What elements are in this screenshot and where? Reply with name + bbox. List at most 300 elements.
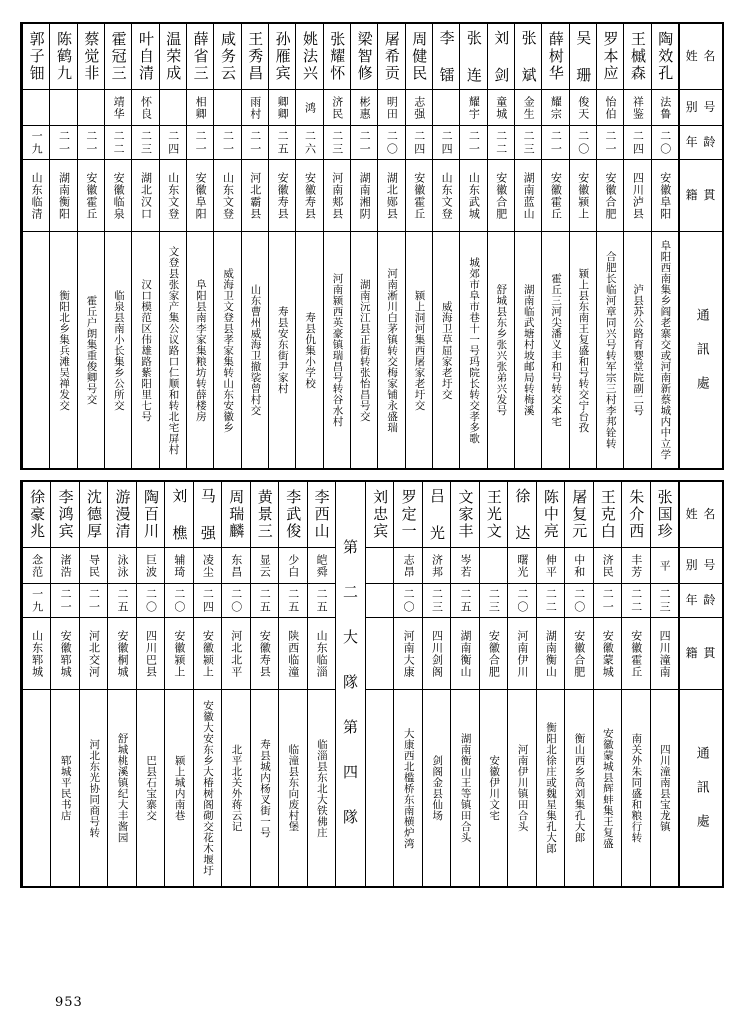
cell-age-text: 二三 [330,129,344,156]
roster-column [365,482,393,886]
cell-native-place [308,618,335,690]
cell-native-place-text: 湖北汉口 [139,171,153,220]
cell-age [222,584,249,618]
cell-native-place-text: 安徽桐城 [115,629,129,678]
cell-alias-text: 相卿 [194,95,208,120]
cell-age-text: 二一 [467,129,481,156]
cell-age-text: 二三 [139,129,153,156]
roster-column [541,24,568,468]
cell-native-place-text: 安徽颍上 [576,171,590,220]
cell-address-text: 南关外朱同盛和粮行转 [630,733,643,843]
cell-native-place-text: 山东文登 [440,171,454,220]
cell-name [80,482,107,548]
cell-age [132,126,158,160]
cell-name [433,24,459,90]
cell-age-text: 二三 [658,587,672,614]
cell-alias-text: 辅琦 [172,553,186,578]
cell-native-place-text: 湖南衡山 [458,629,472,678]
cell-alias-text: 济民 [330,95,344,120]
header-name-text: 姓 名 [685,507,717,521]
cell-native-place [251,618,278,690]
cell-address-text: 湖南衡山王等镇田合头 [459,733,472,843]
cell-alias-text: 金生 [522,95,536,120]
cell-name [78,24,104,90]
cell-name [570,24,596,90]
cell-alias [597,90,623,126]
cell-alias [269,90,295,126]
cell-alias-text: 显云 [258,553,272,578]
cell-native-place-text: 湖南衡山 [544,629,558,678]
cell-age-text: 二一 [194,129,208,156]
cell-age-text: 二二 [629,587,643,614]
cell-age [652,126,678,160]
roster-column [479,482,507,886]
cell-address [565,690,592,886]
cell-address [194,690,221,886]
cell-alias [351,90,377,126]
cell-address [542,232,568,468]
cell-alias [570,90,596,126]
cell-address [324,232,350,468]
cell-age [597,126,623,160]
roster-column [405,24,432,468]
cell-native-place [366,618,393,690]
cell-alias-text: 少白 [286,553,300,578]
cell-name [269,24,295,90]
cell-age-text: 二一 [87,587,101,614]
cell-native-place [51,618,78,690]
cell-name [137,482,164,548]
cell-age-text: 二〇 [572,587,586,614]
roster-column [22,24,49,468]
cell-name [565,482,592,548]
cell-address-text: 寿县城内杨叉街一号 [258,738,271,838]
cell-native-place [279,618,306,690]
cell-name-text: 周健民 [410,31,429,82]
cell-native-place [50,160,76,232]
cell-native-place-text: 安徽霍丘 [629,629,643,678]
cell-alias-text: 彬惠 [358,95,372,120]
cell-alias-text: 东昌 [229,553,243,578]
cell-age-text: 二〇 [385,129,399,156]
cell-name-text: 黄景三 [255,489,274,540]
header-native-place [680,618,722,690]
cell-native-place [460,160,486,232]
cell-alias-text: 志昂 [402,553,416,578]
header-native-place-text: 籍 貫 [685,188,717,202]
cell-address [460,232,486,468]
cell-age [105,126,131,160]
cell-alias-text: 明田 [385,95,399,120]
cell-native-place-text: 陕西临潼 [286,629,300,678]
roster-column [514,24,541,468]
cell-address-text: 城郊市阜市巷十一号玛院长转交孝多歌 [468,256,481,444]
cell-name-text: 王秀昌 [246,31,265,82]
cell-alias-text: 济邦 [430,553,444,578]
cell-name [480,482,507,548]
cell-address [433,232,459,468]
section-title [335,482,365,886]
cell-native-place-text: 安徽颍上 [201,629,215,678]
cell-address [242,232,268,468]
roster-column [241,24,268,468]
cell-age [194,584,221,618]
cell-native-place [378,160,404,232]
cell-address-text: 颍上县东南王复盛和号转交宁台孜 [577,267,590,433]
cell-alias [187,90,213,126]
cell-age-text: 二一 [57,129,71,156]
cell-native-place-text: 山东武城 [467,171,481,220]
cell-address [423,690,450,886]
cell-alias [105,90,131,126]
cell-alias [137,548,164,584]
cell-alias [460,90,486,126]
cell-name [651,482,678,548]
cell-alias-text: 导民 [87,553,101,578]
cell-name [51,482,78,548]
cell-age [537,584,564,618]
cell-alias-text: 中和 [572,553,586,578]
cell-alias [394,548,421,584]
cell-name [279,482,306,548]
cell-address-text [35,346,37,354]
cell-age [622,584,649,618]
cell-native-place [269,160,295,232]
cell-native-place-text: 安徽霍丘 [412,171,426,220]
cell-address [597,232,623,468]
cell-alias [242,90,268,126]
cell-name-text: 张 连 [464,29,483,84]
cell-age [50,126,76,160]
cell-native-place [652,160,678,232]
cell-native-place [23,160,49,232]
cell-age [394,584,421,618]
cell-native-place [480,618,507,690]
roster-column [393,482,421,886]
cell-address-text: 汉口模范区伟雄路紫阳里七号 [140,278,153,422]
cell-address [378,232,404,468]
cell-name-text: 薛省三 [191,31,210,82]
roster-column [569,24,596,468]
roster-column [104,24,131,468]
cell-alias-text: 凌尘 [201,553,215,578]
cell-alias [251,548,278,584]
cell-age [214,126,240,160]
roster-column [107,482,135,886]
header-age-text: 年 龄 [685,593,717,607]
cell-age [570,126,596,160]
cell-age-text: 二一 [549,129,563,156]
roster-column [507,482,535,886]
cell-address-text: 河南伊川镇田合头 [516,744,529,832]
cell-name-text: 游漫清 [113,489,132,540]
cell-address-text: 河北东光协同商号转 [88,738,101,838]
cell-age [542,126,568,160]
cell-address-text [36,784,38,792]
cell-age [187,126,213,160]
cell-age [108,584,135,618]
cell-name [351,24,377,90]
roster-column [186,24,213,468]
cell-name [222,482,249,548]
cell-native-place [324,160,350,232]
cell-age [296,126,322,160]
cell-name [378,24,404,90]
cell-address-text: 阜阳西南集乡阎老寨交或河南新蔡城内中立学 [659,240,672,460]
cell-native-place [651,618,678,690]
cell-native-place-text: 安徽霍丘 [549,171,563,220]
cell-alias [132,90,158,126]
roster-column [564,482,592,886]
cell-native-place [194,618,221,690]
cell-alias [78,90,104,126]
cell-address [23,690,50,886]
header-alias-text: 别 号 [685,558,717,572]
cell-name [214,24,240,90]
cell-age-text: 二二 [112,129,126,156]
cell-age [23,126,49,160]
cell-name [242,24,268,90]
cell-address [508,690,535,886]
cell-name [296,24,322,90]
cell-alias-text: 法鲁 [658,95,672,120]
cell-address [394,690,421,886]
cell-address-text: 舒城县东乡张兴张弟兴发号 [495,284,508,416]
cell-native-place [570,160,596,232]
cell-alias [515,90,541,126]
cell-address-text: 大康西北槛桥东南横炉湾 [402,727,415,849]
cell-native-place-text: 山东临淄 [315,629,329,678]
cell-alias [296,90,322,126]
cell-address-text: 颍上洞河集西屠家老圩交 [413,289,426,411]
cell-native-place [105,160,131,232]
header-name [680,482,722,548]
cell-native-place-text: 河北霸县 [248,171,262,220]
cell-native-place-text: 安徽合肥 [572,629,586,678]
cell-address [78,232,104,468]
cell-native-place-text: 安徽合肥 [487,629,501,678]
cell-name [187,24,213,90]
roster-grid-bottom [22,482,722,886]
cell-alias [451,548,478,584]
cell-age [251,584,278,618]
cell-age [423,584,450,618]
cell-native-place [622,618,649,690]
cell-age-text: 二二 [494,129,508,156]
cell-alias [23,548,50,584]
cell-age-text: 二四 [201,587,215,614]
roster-column [651,24,678,468]
cell-native-place-text: 山东文登 [166,171,180,220]
cell-alias-text: 鸿 [303,101,317,114]
cell-age [324,126,350,160]
cell-age [160,126,186,160]
cell-alias [652,90,678,126]
roster-column [164,482,192,886]
roster-column [295,24,322,468]
cell-address-text: 湖南沅江县正街转张怡昌号交 [358,278,371,422]
cell-name-text: 刘 樵 [170,487,189,542]
cell-address-text: 威海卫文登县孝家集转山东安徽乡 [222,267,235,433]
cell-name-text: 梁智修 [355,31,374,82]
cell-address-text: 寿县仇集小学校 [304,311,317,389]
cell-alias [406,90,432,126]
cell-age-text: 二三 [430,587,444,614]
cell-address-text: 河南淅川白茅镇转交梅家铺永盛瑞 [386,267,399,433]
cell-address [108,690,135,886]
cell-alias-text: 怡伯 [604,95,618,120]
cell-native-place [565,618,592,690]
cell-age [137,584,164,618]
cell-address-text: 河南颍西英豪镇瑞昌号转谷水村 [331,273,344,427]
cell-alias [651,548,678,584]
cell-age [565,584,592,618]
cell-address [132,232,158,468]
cell-native-place [137,618,164,690]
roster-column [278,482,306,886]
cell-native-place-text: 四川剑阁 [430,629,444,678]
cell-alias [308,548,335,584]
cell-name [406,24,432,90]
cell-alias-text: 雨村 [248,95,262,120]
cell-native-place-text: 湖南衡阳 [57,171,71,220]
cell-name [488,24,514,90]
cell-address-text: 衡山西乡高刘集孔大郎 [573,733,586,843]
cell-native-place [108,618,135,690]
roster-column [131,24,158,468]
cell-age [80,584,107,618]
cell-address-text: 山东曹州威海卫撤裟曾村交 [249,284,262,416]
cell-address-text: 安徽伊川文宅 [488,755,501,821]
cell-age-text: 二五 [315,587,329,614]
cell-address-text: 湖南临武塘村坡邮局转梅溪 [522,284,535,416]
roster-column [536,482,564,886]
cell-native-place [451,618,478,690]
cell-address [160,232,186,468]
cell-alias [508,548,535,584]
cell-native-place [132,160,158,232]
cell-age [269,126,295,160]
cell-native-place-text: 湖南蓝山 [522,171,536,220]
cell-age-text: 二二 [544,587,558,614]
roster-column [623,24,650,468]
roster-column [650,482,678,886]
cell-address-text [379,784,381,792]
cell-address-text: 四川潼南县宝龙镇 [658,744,671,832]
cell-address [214,232,240,468]
roster-column [422,482,450,886]
cell-address [269,232,295,468]
cell-address-text: 安徽蒙城县辉蚌集王复盛 [601,727,614,849]
cell-alias [222,548,249,584]
cell-native-place-text: 河北交河 [87,629,101,678]
cell-age [308,584,335,618]
cell-name-text: 王克白 [598,489,617,540]
cell-name-text: 姚法兴 [300,31,319,82]
header-address [680,232,722,468]
cell-native-place [222,618,249,690]
cell-address [251,690,278,886]
cell-alias [624,90,650,126]
header-address-text: 通 訊 處 [693,746,709,830]
cell-name-text: 沈德厚 [85,489,104,540]
cell-name [515,24,541,90]
cell-alias-text: 伸平 [544,553,558,578]
cell-native-place [78,160,104,232]
cell-address [652,232,678,468]
roster-column [487,24,514,468]
cell-address [137,690,164,886]
cell-native-place [394,618,421,690]
cell-native-place-text: 安徽阜阳 [658,171,672,220]
cell-alias-text: 祥鉴 [631,95,645,120]
roster-column [213,24,240,468]
cell-alias [51,548,78,584]
header-alias [680,90,722,126]
cell-address [165,690,192,886]
cell-name-text: 陶百川 [141,489,160,540]
cell-name [308,482,335,548]
cell-age [242,126,268,160]
cell-name [622,482,649,548]
cell-native-place [594,618,621,690]
cell-address-text: 剑阁金县仙场 [431,755,444,821]
cell-name-text: 李鸿宾 [56,489,75,540]
cell-name-text: 罗定一 [399,489,418,540]
cell-alias [480,548,507,584]
cell-name [160,24,186,90]
cell-address [296,232,322,468]
cell-age-text: 二〇 [658,129,672,156]
cell-address-text: 霍丘三河尖潘义丰和号转交本宅 [550,273,563,427]
cell-native-place [23,618,50,690]
cell-name [366,482,393,548]
cell-age-text: 二〇 [515,587,529,614]
roster-table-top [20,22,724,470]
cell-alias [423,548,450,584]
cell-native-place-text: 四川泸县 [631,171,645,220]
header-alias [680,548,722,584]
cell-native-place-text: 河北北平 [229,629,243,678]
cell-age-text: 二五 [258,587,272,614]
cell-native-place-text: 安徽寿县 [303,171,317,220]
cell-native-place-text: 安徽蒙城 [601,629,615,678]
cell-alias-text: 靖华 [112,95,126,120]
cell-age-text: 二五 [115,587,129,614]
cell-address [279,690,306,886]
cell-native-place-text: 安徽郓城 [59,629,73,678]
cell-alias-text: 俊天 [576,95,590,120]
cell-alias-text: 志强 [412,95,426,120]
cell-name-text: 咸务云 [218,31,237,82]
cell-address [308,690,335,886]
cell-age-text: 二五 [286,587,300,614]
cell-native-place [80,618,107,690]
cell-age-text: 二四 [440,129,454,156]
cell-age-text: 二四 [631,129,645,156]
cell-address [651,690,678,886]
cell-address-text: 舒城桃溪镇纪大丰酱园 [116,733,129,843]
cell-alias [537,548,564,584]
roster-column [159,24,186,468]
roster-column [307,482,335,886]
cell-age-text: 二六 [303,129,317,156]
cell-native-place-text: 安徽寿县 [258,629,272,678]
cell-native-place-text: 山东文登 [221,171,235,220]
cell-name-text: 陈中亮 [541,489,560,540]
cell-name-text: 刘忠宾 [371,489,390,540]
cell-name [394,482,421,548]
